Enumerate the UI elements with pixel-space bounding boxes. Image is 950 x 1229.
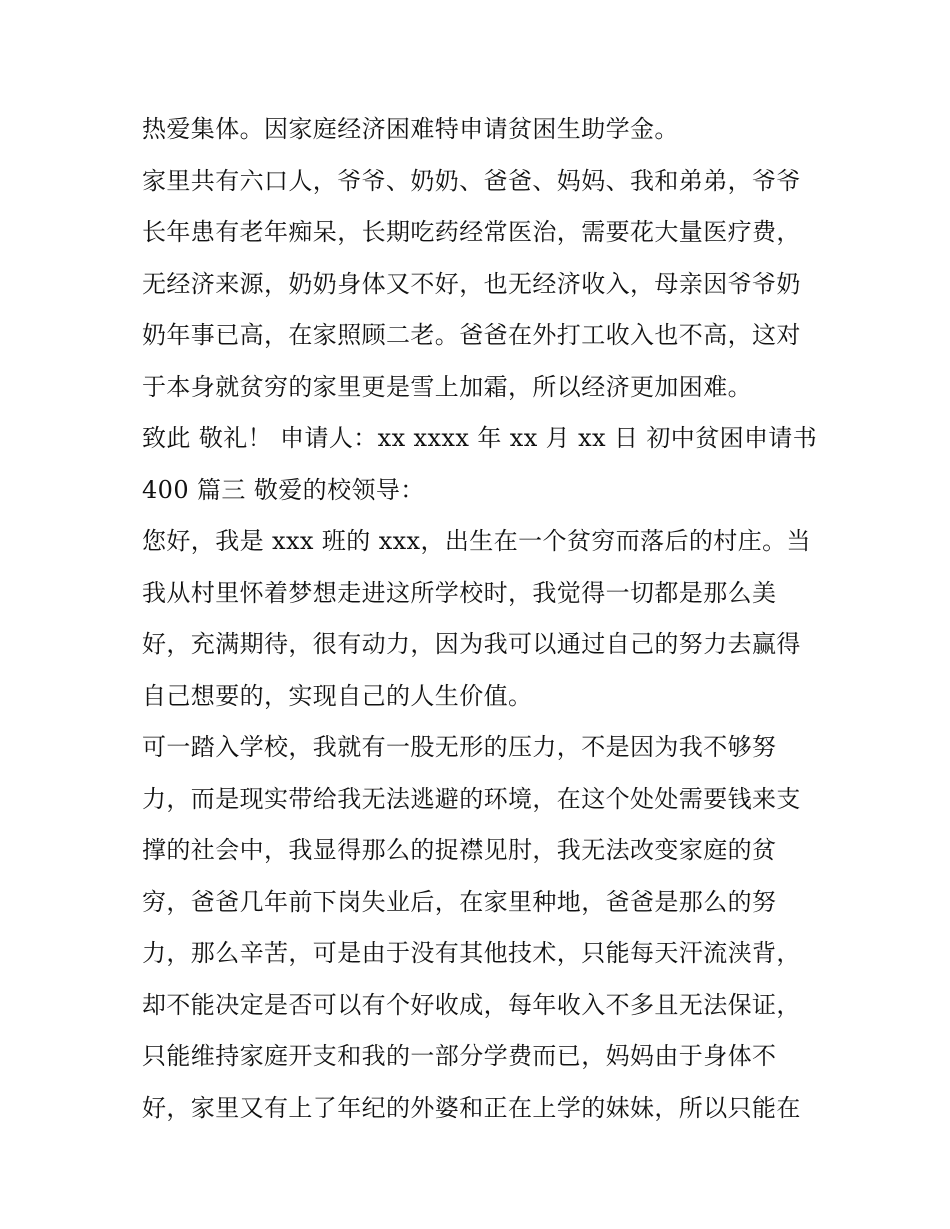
- text-line: 400 篇三 敬爱的校领导：: [142, 475, 425, 504]
- text-line: 长年患有老年痴呆，长期吃药经常医治，需要花大量医疗费，: [142, 218, 801, 246]
- text-line: 可一踏入学校，我就有一股无形的压力，不是因为我不够努: [142, 733, 777, 761]
- text-line: 奶年事已高，在家照顾二老。爸爸在外打工收入也不高，这对: [142, 321, 801, 349]
- text-line: 热爱集体。因家庭经济困难特申请贫困生助学金。: [142, 115, 679, 143]
- text-line: 致此 敬礼！ 申请人：xx xxxx 年 xx 月 xx 日 初中贫困申请书: [142, 424, 818, 452]
- text-line: 好，家里又有上了年纪的外婆和正在上学的妹妹，所以只能在: [142, 1093, 801, 1122]
- text-line: 您好，我是 xxx 班的 xxx，出生在一个贫穷而落后的村庄。当: [142, 527, 811, 555]
- text-line: 无经济来源，奶奶身体又不好，也无经济收入，母亲因爷爷奶: [142, 269, 801, 298]
- text-line: 力，而是现实带给我无法逃避的环境，在这个处处需要钱来支: [142, 784, 801, 813]
- text-line: 穷，爸爸几年前下岗失业后，在家里种地，爸爸是那么的努: [142, 887, 777, 916]
- text-line: 撑的社会中，我显得那么的捉襟见肘，我无法改变家庭的贫: [142, 836, 777, 864]
- text-line: 好，充满期待，很有动力，因为我可以通过自己的努力去赢得: [142, 630, 801, 658]
- text-line: 自己想要的，实现自己的人生价值。: [142, 681, 533, 710]
- text-line: 我从村里怀着梦想走进这所学校时，我觉得一切都是那么美: [142, 578, 777, 607]
- text-line: 却不能决定是否可以有个好收成，每年收入不多且无法保证，: [142, 990, 801, 1019]
- text-line: 于本身就贫穷的家里更是雪上加霜，所以经济更加困难。: [142, 372, 752, 401]
- text-line: 家里共有六口人，爷爷、奶奶、爸爸、妈妈、我和弟弟，爷爷: [142, 166, 801, 195]
- text-line: 力，那么辛苦，可是由于没有其他技术，只能每天汗流浃背，: [142, 939, 801, 967]
- text-line: 只能维持家庭开支和我的一部分学费而已，妈妈由于身体不: [142, 1042, 777, 1070]
- document-body: [142, 108, 832, 1138]
